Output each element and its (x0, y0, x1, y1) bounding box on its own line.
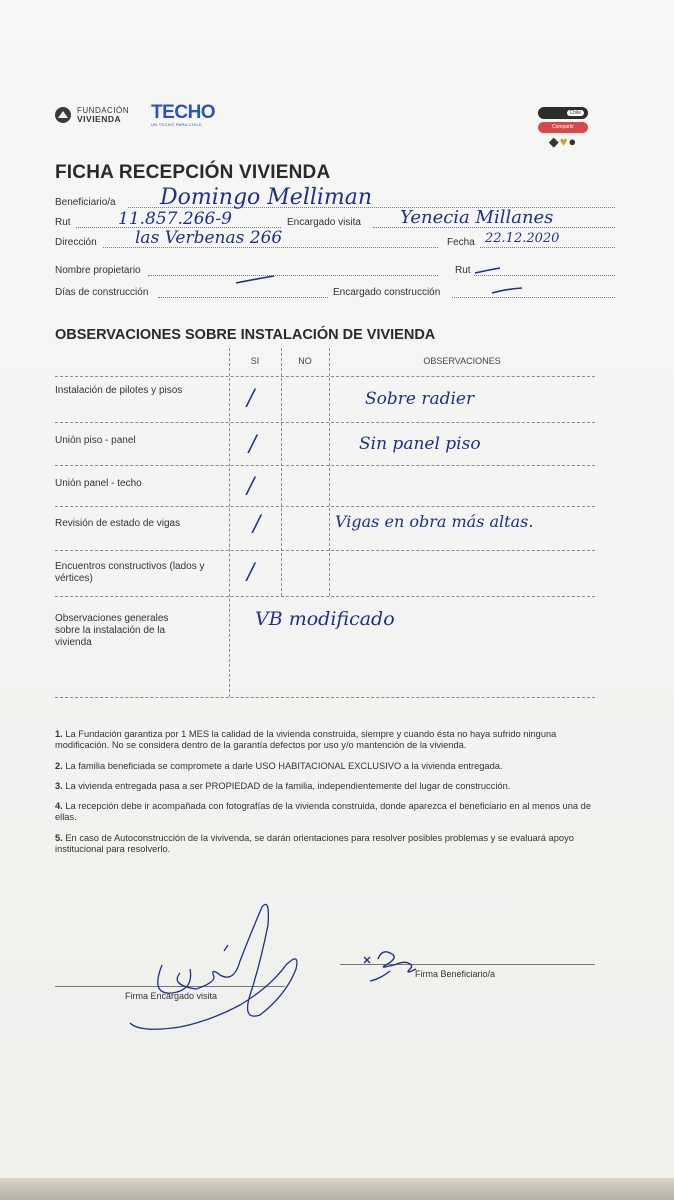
signature-left-label: Firma Encargado visita (125, 991, 218, 1001)
dias-construccion-label: Días de construcción (55, 287, 149, 298)
col-obs-header: OBSERVACIONES (423, 356, 501, 366)
row-mark-vigas: / (253, 512, 261, 537)
compartir-badge (538, 107, 588, 148)
row-mark-piso-panel: / (249, 432, 257, 457)
term-item: 5. En caso de Autoconstrucción de la vivivenda, se darán orientaciones para resolver posibles problemas y se evaluará apoyo institucional para resolverlo. (55, 832, 574, 855)
row-label-encuentros: Encuentros constructivos (lados y vértices) (55, 561, 205, 584)
badge-compartir: Compartir (538, 122, 588, 133)
row-label-panel-techo: Unión panel - techo (55, 478, 142, 489)
terms-list (55, 729, 600, 864)
term-item: 1. La Fundación garantiza por 1 MES la calidad de la vivienda construida, siempre y cuando ésta no haya sufrido ninguna modificación. No se considera dentro de la garantía defectos por uso y/o mantención de la vivienda. (55, 729, 557, 751)
signature-encargado (110, 895, 310, 1045)
general-observations-label: Observaciones generales sobre la instalación de la vivienda (55, 613, 169, 648)
encargado-visita-value: Yenecia Millanes (400, 207, 554, 228)
beneficiario-value: Domingo Melliman (160, 185, 373, 210)
rut-label: Rut (55, 217, 71, 228)
dash-marks (230, 255, 610, 300)
row-label-piso-panel: Unión piso - panel (55, 435, 136, 446)
row-label-pilotes: Instalación de pilotes y pisos (55, 385, 183, 396)
direccion-label: Dirección (55, 237, 97, 248)
page-title: FICHA RECEPCIÓN VIVIENDA (55, 162, 331, 183)
badge-chile: Chile (567, 110, 584, 116)
general-observations-value: VB modificado (255, 608, 395, 630)
signature-beneficiario (360, 945, 440, 990)
encargado-visita-label: Encargado visita (287, 217, 361, 228)
direccion-value: las Verbenas 266 (135, 228, 283, 248)
row-obs-piso-panel: Sin panel piso (359, 434, 481, 454)
fecha-value: 22.12.2020 (485, 231, 560, 246)
row-mark-encuentros: / (247, 560, 255, 585)
techo-sub: UN TECHO PARA CHILE (151, 122, 202, 127)
fecha-label: Fecha (447, 237, 475, 248)
badge-icons: ◆♥● (548, 134, 578, 149)
row-obs-pilotes: Sobre radier (365, 389, 475, 409)
row-label-vigas: Revisión de estado de vigas (55, 518, 181, 529)
fundacion-vivienda-logo (55, 107, 129, 124)
page-edge (0, 1178, 674, 1200)
col-si-header: SI (250, 356, 260, 366)
techo-word: TECHO (151, 102, 216, 123)
encargado-construccion-label: Encargado construcción (333, 287, 441, 298)
propietario-label: Nombre propietario (55, 265, 141, 276)
header-logos (55, 103, 215, 127)
rut-value: 11.857.266-9 (118, 209, 232, 229)
techo-logo (151, 103, 215, 127)
row-mark-pilotes: / (247, 386, 255, 411)
beneficiario-label: Beneficiario/a (55, 197, 116, 208)
row-obs-vigas: Vigas en obra más altas. (335, 512, 534, 531)
col-no-header: NO (298, 356, 312, 366)
observaciones-table (55, 348, 595, 700)
fundacion-logo-icon (55, 107, 71, 123)
rut2-label: Rut (455, 265, 471, 276)
term-item: 3. La vivienda entregada pasa a ser PROPIEDAD de la familia, independientemente del lugar de construcción. (55, 780, 511, 791)
fundacion-line1: FUNDACIÓN (77, 105, 130, 115)
term-item: 2. La familia beneficiada se compromete a darle USO HABITACIONAL EXCLUSIVO a la vivienda entregada. (55, 760, 503, 771)
signature-right-label: Firma Beneficiario/a (415, 969, 496, 979)
term-item: 4. La recepción debe ir acompañada con fotografías de la vivienda construida, donde aparezca el beneficiario en al menos una de ellas. (55, 801, 591, 823)
section-title: OBSERVACIONES SOBRE INSTALACIÓN DE VIVIENDA (55, 327, 436, 343)
fundacion-line2: VIVIENDA (77, 113, 122, 124)
row-mark-panel-techo: / (247, 474, 255, 499)
